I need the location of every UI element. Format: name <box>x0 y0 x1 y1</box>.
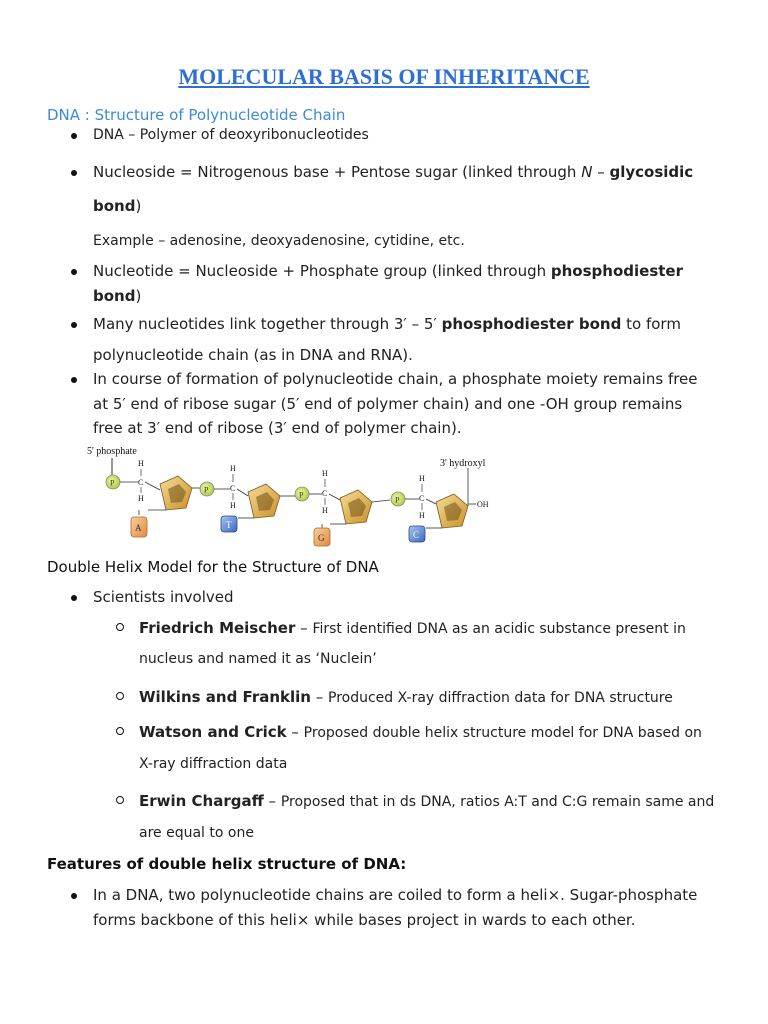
bullet-nucleotide-line2 <box>93 284 141 308</box>
hydroxyl-label: OH <box>477 500 489 509</box>
scientist-text: Proposed double helix structure model for DNA based on <box>303 725 702 741</box>
hydrogen-label: H <box>419 511 425 520</box>
hydrogen-label: H <box>322 469 328 478</box>
bullet-nucleotide <box>93 259 683 283</box>
nucleoside-bold: glycosidic <box>609 163 694 181</box>
carbon-label: C <box>138 478 144 487</box>
bullet-scientists: Scientists involved <box>93 588 234 606</box>
bullet-dot <box>71 133 77 139</box>
bullet-dot <box>71 170 77 176</box>
bullet-features: In a DNA, two polynucleotide chains are coiled to form a heli×. Sugar-phosphate <box>93 886 698 904</box>
polynucleotide-chain-diagram <box>80 440 510 550</box>
scientist-dash: – <box>310 688 329 706</box>
hydrogen-label: H <box>138 494 144 503</box>
scientist-text: Proposed that in ds DNA, ratios A:T and C:G remain same and <box>280 794 715 810</box>
bullet-dot <box>71 377 77 383</box>
nucleoside-text: Nucleoside = Nitrogenous base + Pentose sugar (linked through <box>93 163 582 181</box>
scientist-watson-crick-line2: X-ray diffraction data <box>139 756 288 772</box>
nucleotide-text: Nucleotide = Nucleoside + Phosphate group (linked through <box>93 262 551 280</box>
base-label-t: T <box>226 520 232 530</box>
label-5-phosphate: 5' phosphate <box>87 446 137 457</box>
base-label-a: A <box>135 523 142 533</box>
carbon-label: C <box>322 489 328 498</box>
nucleotide-bond-word: bond <box>93 287 136 305</box>
nucleoside-italic: N <box>581 163 593 181</box>
bond-line <box>329 494 340 500</box>
phosphate-label: P <box>395 495 400 505</box>
sub-bullet-circle <box>116 623 124 631</box>
bullet-phosphate-free-line2: at 5′ end of ribose sugar (5′ end of polymer chain) and one -OH group remains <box>93 395 683 413</box>
bond-line <box>145 482 160 490</box>
bullet-label: DNA – <box>93 127 140 143</box>
phosphate-label: P <box>299 490 304 500</box>
example-label: Example – <box>93 233 170 249</box>
scientist-dash: – <box>263 792 281 810</box>
bullet-many-nucleotides-line2: polynucleotide chain (as in DNA and RNA). <box>93 346 413 364</box>
scientist-chargaff-line2: are equal to one <box>139 825 254 841</box>
nucleoside-bond-word: bond <box>93 197 136 215</box>
bullet-features-line2: forms backbone of this heli× while bases project in wards to each other. <box>93 911 636 929</box>
section-heading-features: Features of double helix structure of DNA: <box>47 855 407 873</box>
nucleoside-dash: – <box>592 163 610 181</box>
scientist-name: Watson and Crick <box>139 723 287 741</box>
scientist-meischer <box>139 616 686 640</box>
scientist-wilkins-franklin <box>139 685 673 709</box>
sub-bullet-circle <box>116 727 124 735</box>
scientist-name: Erwin Chargaff <box>139 792 264 810</box>
bullet-many-nucleotides <box>93 312 681 336</box>
hydrogen-label: H <box>230 464 236 473</box>
page-title: MOLECULAR BASIS OF INHERITANCE <box>178 64 590 89</box>
scientist-name: Wilkins and Franklin <box>139 688 311 706</box>
nucleoside-paren: ) <box>135 197 142 215</box>
scientist-meischer-line2: nucleus and named it as ‘Nuclein’ <box>139 651 377 667</box>
hydrogen-label: H <box>419 474 425 483</box>
scientist-dash: – <box>295 619 313 637</box>
bullet-text: Polymer of deoxyribonucleotides <box>139 127 369 143</box>
example-text: adenosine, deoxyadenosine, cytidine, etc. <box>169 233 465 249</box>
many-nucleotides-bold: phosphodiester bond <box>441 315 622 333</box>
hydrogen-label: H <box>230 501 236 510</box>
bullet-nucleoside-line2 <box>93 194 141 218</box>
nucleotide-paren: ) <box>135 287 142 305</box>
bond-line <box>426 499 436 504</box>
bullet-phosphate-free: In course of formation of polynucleotide chain, a phosphate moiety remains free <box>93 370 698 388</box>
base-label-c: C <box>413 530 420 540</box>
bond-line <box>237 489 248 496</box>
section-heading-polynucleotide: DNA : Structure of Polynucleotide Chain <box>47 106 346 124</box>
bullet-dot <box>71 893 77 899</box>
carbon-label: C <box>230 484 236 493</box>
nucleotide-bold: phosphodiester <box>550 262 683 280</box>
carbon-label: C <box>419 494 425 503</box>
sub-bullet-circle <box>116 692 124 700</box>
bullet-dot <box>71 322 77 328</box>
scientist-chargaff <box>139 789 714 813</box>
scientist-watson-crick <box>139 720 702 744</box>
scientist-text: First identified DNA as an acidic substance present in <box>312 621 686 637</box>
many-nucleotides-end: to form <box>621 315 681 333</box>
scientist-text: Produced X-ray diffraction data for DNA structure <box>328 690 673 706</box>
phosphate-label: P <box>110 478 115 488</box>
many-nucleotides-text: Many nucleotides link together through 3′ – 5′ <box>93 315 442 333</box>
scientist-dash: – <box>286 723 304 741</box>
bullet-dot <box>71 269 77 275</box>
bullet-phosphate-free-line3: free at 3′ end of ribose (3′ end of polymer chain). <box>93 419 462 437</box>
hydrogen-label: H <box>322 506 328 515</box>
bullet-nucleoside <box>93 160 693 184</box>
sub-bullet-circle <box>116 796 124 804</box>
section-heading-double-helix: Double Helix Model for the Structure of DNA <box>47 558 379 576</box>
hydrogen-label: H <box>138 459 144 468</box>
bullet-dna-polymer <box>93 127 369 143</box>
bullet-dot <box>71 595 77 601</box>
bond-line <box>372 500 390 502</box>
example-line <box>93 233 465 249</box>
label-3-hydroxyl: 3' hydroxyl <box>440 458 486 469</box>
scientist-name: Friedrich Meischer <box>139 619 296 637</box>
phosphate-label: P <box>204 485 209 495</box>
base-label-g: G <box>318 533 325 543</box>
